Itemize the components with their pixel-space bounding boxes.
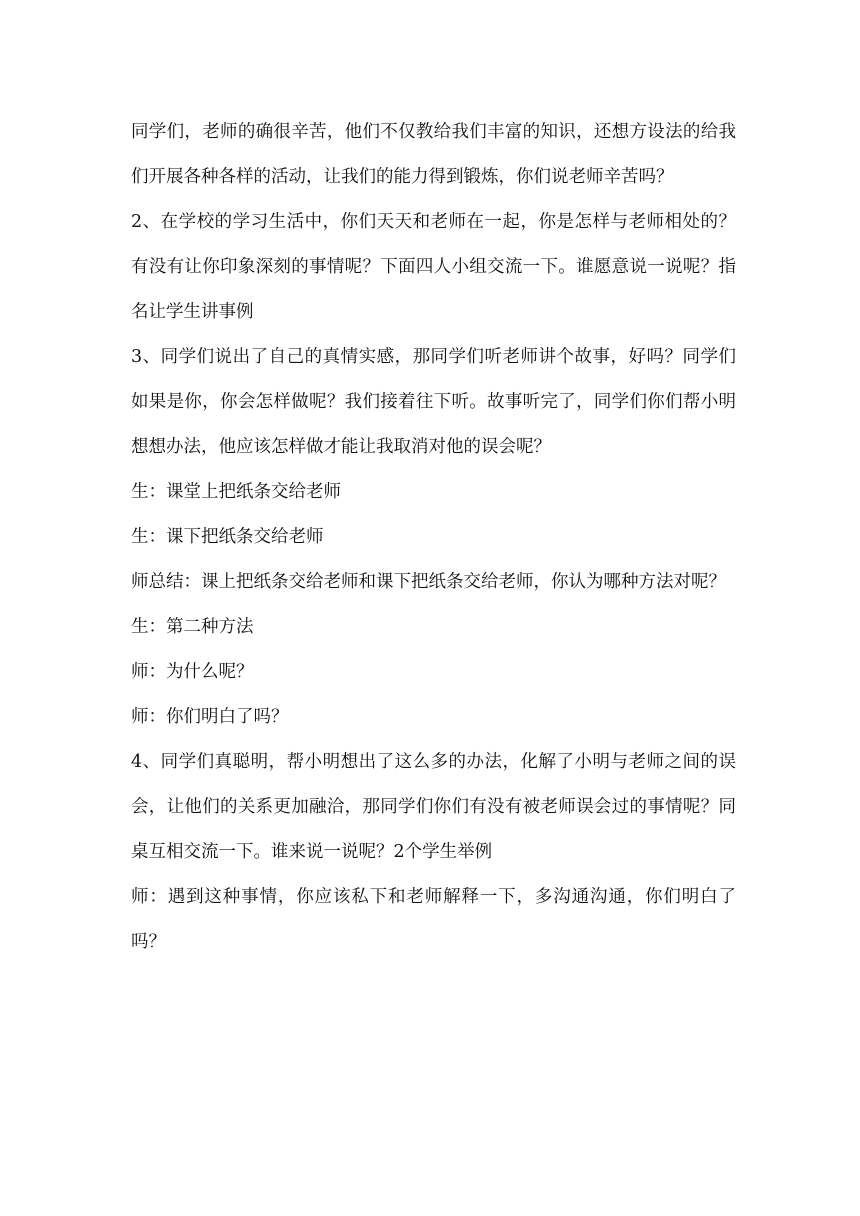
paragraph-step-2: 2、在学校的学习生活中，你们天天和老师在一起，你是怎样与老师相处的？有没有让你印象深刻的事情呢？下面四人小组交流一下。谁愿意说一说呢？指名让学生讲事例: [131, 212, 736, 322]
student-answer-1: 生：课堂上把纸条交给老师: [131, 482, 341, 502]
teacher-question-why: 师：为什么呢？: [131, 662, 254, 682]
paragraph-step-3: 3、同学们说出了自己的真情实感，那同学们听老师讲个故事，好吗？同学们如果是你，你会怎样做呢？我们接着往下听。故事听完了，同学们你们帮小明想想办法，他应该怎样做才能让我取消对他的误会呢？: [131, 347, 736, 457]
paragraph-intro: 同学们，老师的确很辛苦，他们不仅教给我们丰富的知识，还想方设法的给我们开展各种各样的活动，让我们的能力得到锻炼，你们说老师辛苦吗？: [131, 122, 736, 187]
teacher-conclusion: 师：遇到这种事情，你应该私下和老师解释一下，多沟通沟通，你们明白了吗？: [131, 887, 736, 952]
paragraph-step-4: 4、同学们真聪明，帮小明想出了这么多的办法，化解了小明与老师之间的误会，让他们的关系更加融洽，那同学们你们有没有被老师误会过的事情呢？同桌互相交流一下。谁来说一说呢？2个学生举例: [131, 752, 736, 862]
student-answer-3: 生：第二种方法: [131, 617, 254, 637]
teacher-summary: 师总结：课上把纸条交给老师和课下把纸条交给老师，你认为哪种方法对呢？: [131, 572, 726, 592]
student-answer-2: 生：课下把纸条交给老师: [131, 527, 324, 547]
document-body: [131, 110, 736, 965]
teacher-question-understand: 师：你们明白了吗？: [131, 707, 289, 727]
